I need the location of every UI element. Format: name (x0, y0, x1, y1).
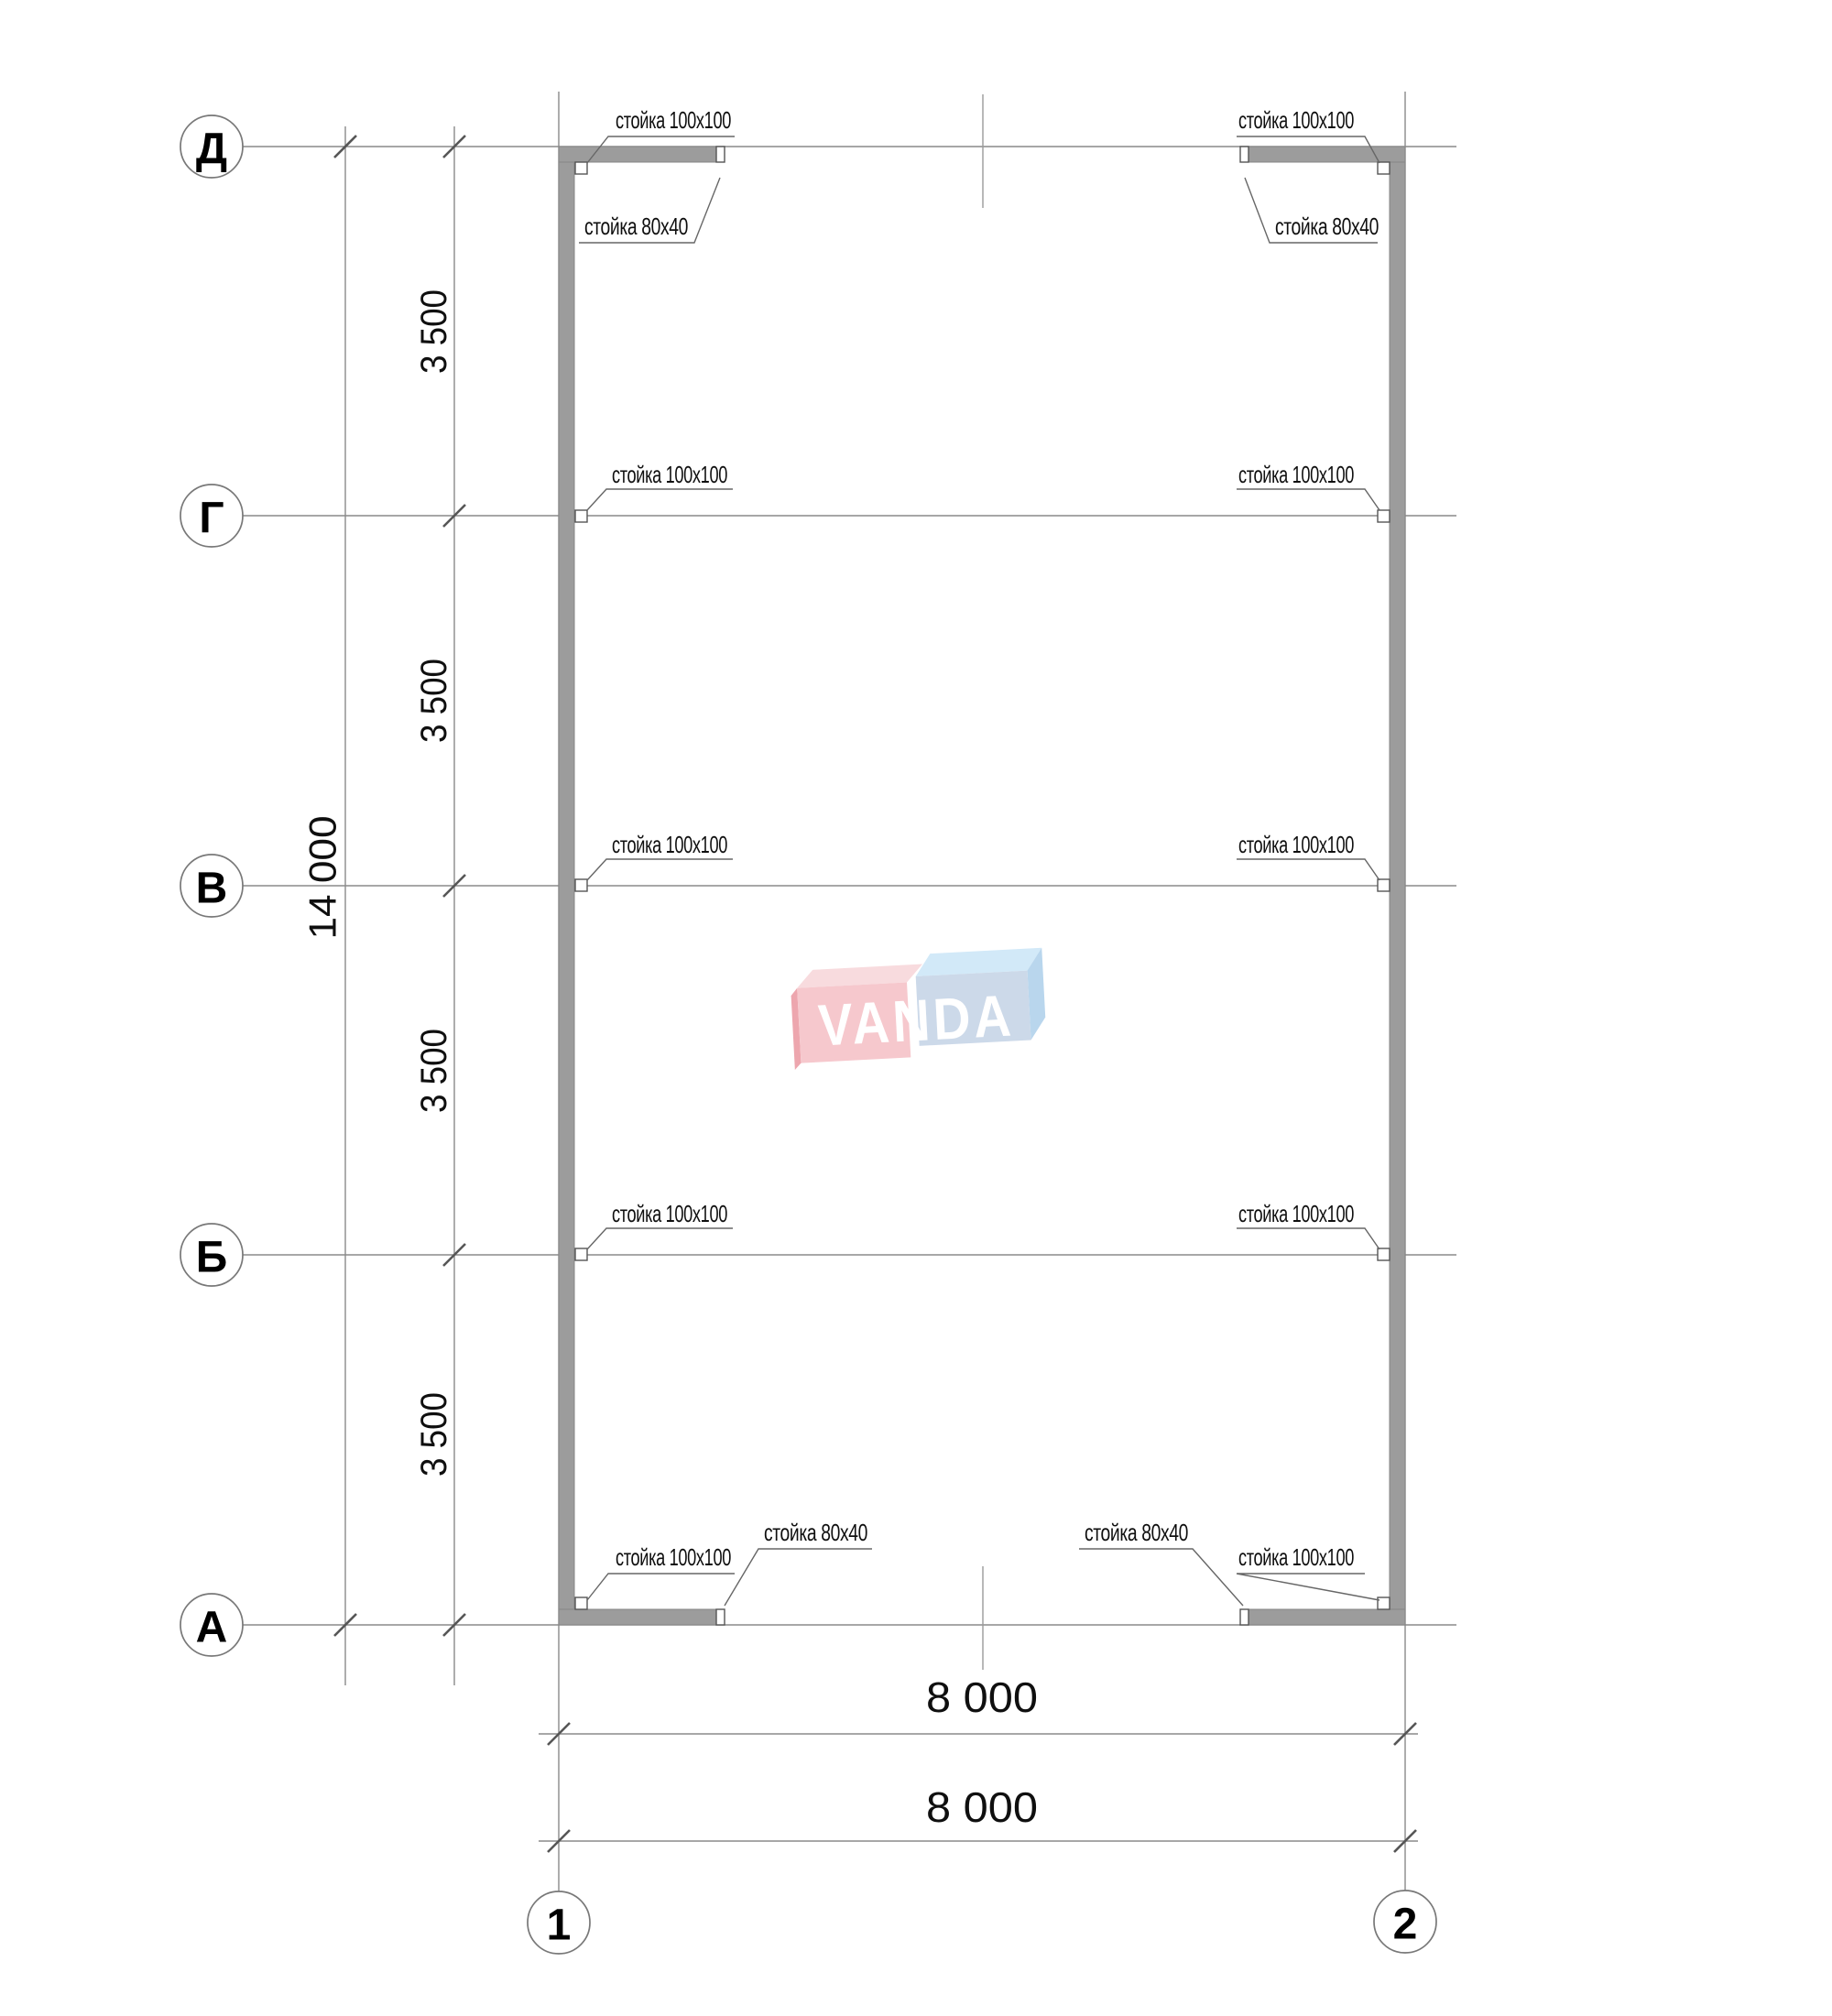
callout-label: стойка 80x40 (764, 1519, 868, 1546)
post-100x100 (1378, 879, 1390, 891)
post-80x40 (716, 1609, 725, 1625)
post-100x100 (1378, 1248, 1390, 1260)
callout-label: стойка 80x40 (1085, 1519, 1189, 1546)
wall-right (1390, 147, 1405, 1625)
axis-marker-col-2 (1374, 1891, 1436, 1953)
dim-text-total-height: 14 000 (300, 822, 344, 940)
post-100x100 (575, 1248, 587, 1260)
axis-marker-row-g (180, 485, 243, 547)
post-100x100 (575, 879, 587, 891)
callout-label: стойка 80x40 (584, 212, 689, 240)
axis-marker-row-b (180, 1224, 243, 1286)
post-100x100 (575, 1597, 587, 1609)
wall-bottom-right (1249, 1609, 1405, 1625)
callout-label: стойка 100x100 (1238, 1543, 1355, 1571)
axis-marker-row-v (180, 855, 243, 917)
post-100x100 (1378, 162, 1390, 174)
dim-text-row-spacing-1: 3 500 (414, 281, 454, 374)
wall-bottom-left (559, 1609, 716, 1625)
post-100x100 (575, 510, 587, 522)
axis-letter: Б (195, 1233, 228, 1282)
callout-label: стойка 80x40 (1275, 212, 1379, 240)
wall-top-left (559, 147, 716, 162)
dim-text-span-2: 8 000 (926, 1783, 1038, 1831)
axis-letter: Г (199, 494, 224, 543)
axis-marker-row-d (180, 115, 243, 178)
callout-label: стойка 100x100 (612, 831, 728, 858)
axis-marker-col-1 (528, 1891, 590, 1954)
post-100x100 (575, 162, 587, 174)
callout-label: стойка 100x100 (1238, 461, 1355, 488)
axis-letter: В (195, 864, 228, 913)
post-80x40 (716, 147, 725, 162)
callout-label: стойка 100x100 (1238, 831, 1355, 858)
post-100x100 (1378, 1597, 1390, 1609)
axis-number: 2 (1392, 1900, 1418, 1949)
dim-text-row-spacing-4: 3 500 (414, 1384, 454, 1477)
callout-label: стойка 100x100 (612, 461, 728, 488)
callout-label: стойка 100x100 (1238, 106, 1355, 134)
watermark-text: VANDA (816, 980, 1042, 1059)
dim-text-span-1: 8 000 (926, 1673, 1038, 1721)
dim-text-row-spacing-3: 3 500 (414, 1020, 454, 1113)
axis-letter: А (195, 1603, 228, 1652)
post-80x40 (1240, 147, 1249, 162)
wall-left (559, 147, 574, 1625)
post-80x40 (1240, 1609, 1249, 1625)
dim-text-row-spacing-2: 3 500 (414, 650, 454, 743)
callout-label: стойка 100x100 (1238, 1200, 1355, 1227)
callout-label: стойка 100x100 (616, 106, 732, 134)
wall-top-right (1249, 147, 1405, 162)
axis-marker-row-a (180, 1594, 243, 1656)
axis-letter: Д (195, 125, 228, 174)
post-100x100 (1378, 510, 1390, 522)
callout-label: стойка 100x100 (616, 1543, 732, 1571)
callout-label: стойка 100x100 (612, 1200, 728, 1227)
axis-number: 1 (546, 1901, 572, 1950)
